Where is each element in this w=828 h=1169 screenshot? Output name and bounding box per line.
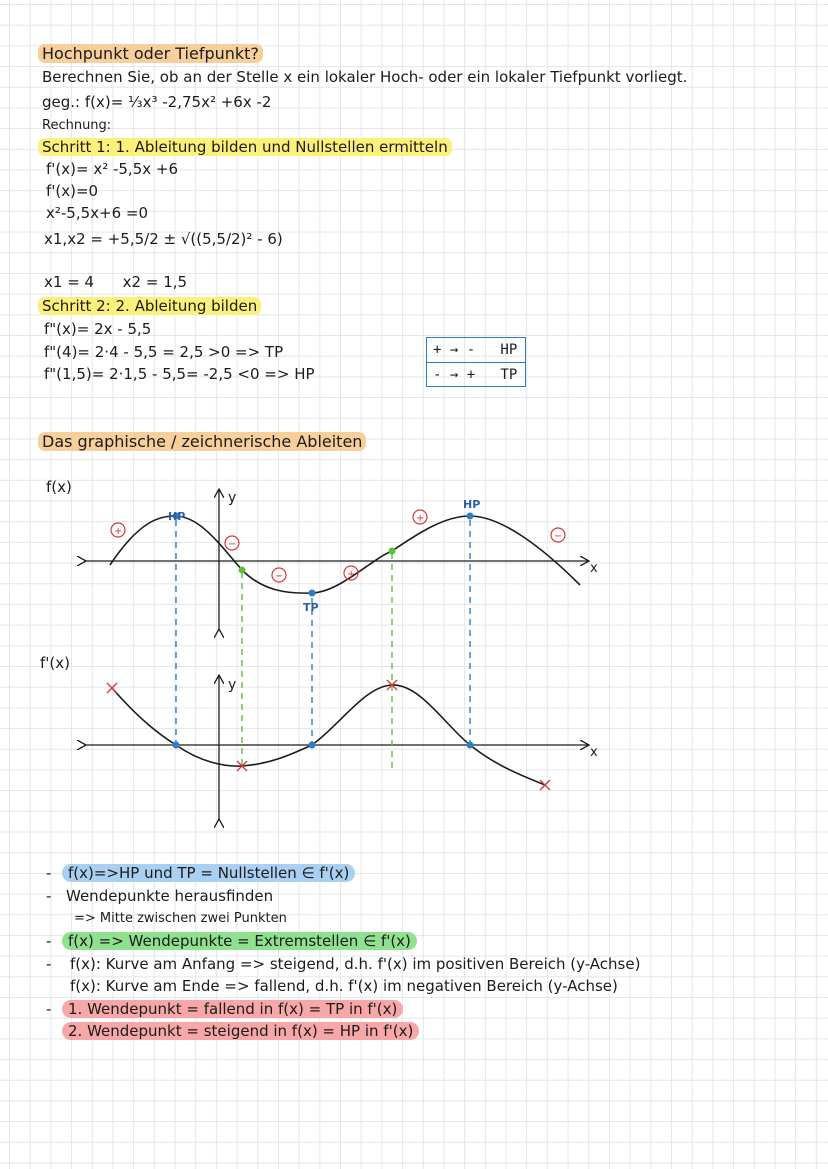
wp2-point [389, 548, 396, 555]
task-text: Berechnen Sie, ob an der Stelle x ein lokaler Hoch- oder ein lokaler Tiefpunkt vorliegt. [42, 68, 688, 86]
step1-heading: Schritt 1: 1. Ableitung bilden und Nullstellen ermitteln [38, 138, 452, 156]
cross-markers [107, 680, 550, 790]
solutions: x1 = 4 x2 = 1,5 [44, 273, 188, 291]
step2-heading: Schritt 2: 2. Ableitung bilden [38, 297, 261, 315]
rechnung-label: Rechnung: [42, 118, 112, 133]
sign-plus-2: + [347, 569, 356, 580]
fx-y-label: y [228, 490, 237, 506]
fx-label: f(x) [46, 478, 72, 496]
note-6: f(x): Kurve am Ende => fallend, d.h. f'(x) im negativen Bereich (y-Achse) [70, 977, 618, 995]
tp-label: TP [303, 601, 319, 614]
fpx-zero1-point [173, 742, 180, 749]
fpx-curve [112, 685, 545, 785]
derivative-zero: f'(x)=0 [46, 182, 99, 200]
note-dash-2: - [46, 887, 52, 905]
fpx-zero3-point [467, 742, 474, 749]
fx-curve [110, 516, 580, 593]
given-function: geg.: f(x)= ⅓x³ -2,75x² +6x -2 [42, 93, 272, 111]
legend-row-hp: + → - HP [433, 342, 518, 358]
note-3: => Mitte zwischen zwei Punkten [74, 911, 287, 926]
pq-formula: x1,x2 = +5,5/2 ± √((5,5/2)² - 6) [44, 230, 283, 248]
wp1-point [239, 567, 246, 574]
note-dash-5: - [46, 955, 52, 973]
fpx-zero2-point [309, 742, 316, 749]
fpx-label: f'(x) [40, 654, 70, 672]
check-x1: f"(4)= 2·4 - 5,5 = 2,5 >0 => TP [44, 343, 284, 361]
hp2-point [467, 513, 474, 520]
sign-plus-1: + [114, 526, 123, 537]
section-title-graphisch: Das graphische / zeichnerische Ableiten [38, 433, 366, 451]
note-8: 2. Wendepunkt = steigend in f(x) = HP in f'(x) [62, 1022, 419, 1040]
note-4: f(x) => Wendepunkte = Extremstellen ∈ f'(x) [62, 932, 417, 950]
fx-x-label: x [590, 561, 598, 576]
second-derivative: f"(x)= 2x - 5,5 [44, 320, 152, 338]
legend-row-tp: - → + TP [433, 367, 518, 383]
fpx-y-label: y [228, 677, 237, 693]
note-dash-7: - [46, 1000, 52, 1018]
first-derivative: f'(x)= x² -5,5x +6 [46, 160, 179, 178]
check-x2: f"(1,5)= 2·1,5 - 5,5= -2,5 <0 => HP [44, 365, 315, 383]
note-dash-1: - [46, 864, 52, 882]
note-5: f(x): Kurve am Anfang => steigend, d.h. f'(x) im positiven Bereich (y-Achse) [70, 955, 641, 973]
note-2: Wendepunkte herausfinden [66, 887, 274, 905]
note-7: 1. Wendepunkt = fallend in f(x) = TP in f'(x) [62, 1000, 403, 1018]
sign-minus-1: − [228, 539, 237, 550]
sign-minus-2: − [275, 571, 284, 582]
fpx-x-label: x [590, 745, 598, 760]
sign-plus-3: + [416, 513, 425, 524]
note-dash-4: - [46, 932, 52, 950]
equation: x²-5,5x+6 =0 [46, 204, 149, 222]
tp-point [309, 590, 316, 597]
hp1-label: HP [168, 510, 186, 523]
sign-minus-3: − [554, 531, 563, 542]
section-title-hochpunkt: Hochpunkt oder Tiefpunkt? [38, 45, 263, 63]
note-1: f(x)=>HP und TP = Nullstellen ∈ f'(x) [62, 864, 355, 882]
hp2-label: HP [463, 498, 481, 511]
